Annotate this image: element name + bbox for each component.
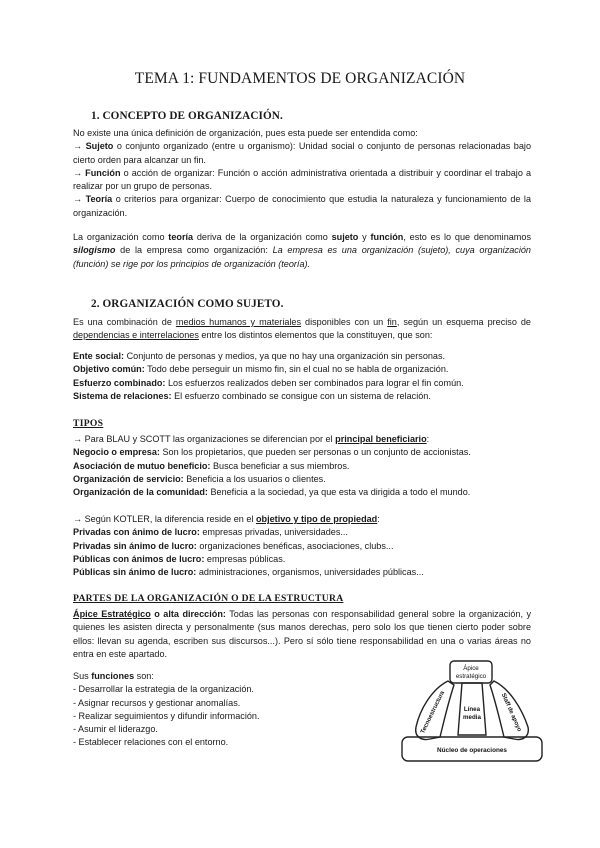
- list-item: Sistema de relaciones: El esfuerzo combinado se consigue con un sistema de relación.: [73, 390, 431, 401]
- list-item: Esfuerzo combinado: Los esfuerzos realizados deben ser combinados para lograr el fin común.: [73, 377, 464, 388]
- definition-text: o criterios para organizar: Cuerpo de conocimiento que estudia la naturaleza y funcionamiento de la organización.: [73, 194, 532, 218]
- list-item: - Realizar seguimientos y difundir información.: [73, 710, 260, 721]
- list-item: Privadas con ánimo de lucro: empresas privadas, universidades...: [73, 527, 348, 538]
- list-item: - Asumir el liderazgo.: [73, 724, 158, 735]
- arrow-icon: →: [73, 167, 83, 178]
- definition-text: o conjunto organizado (entre u organismo): Unidad social o conjunto de personas relacionadas bajo cierto orden para alcanzar un fin.: [73, 141, 531, 165]
- list-item: Ente social: Conjunto de personas y medios, ya que no hay una organización sin personas.: [73, 351, 446, 361]
- organization-structure-diagram: [392, 659, 552, 767]
- list-item: - Establecer relaciones con el entorno.: [73, 737, 229, 748]
- tecnoestructura-label: Tecnoestructura: [420, 690, 447, 735]
- page-title: TEMA 1: FUNDAMENTOS DE ORGANIZACIÓN: [134, 70, 466, 87]
- operating-core-label: Núcleo de operaciones: [437, 747, 507, 754]
- apex-label-1: Ápice: [463, 665, 479, 672]
- definition-item: [73, 140, 531, 167]
- definition-term: Función: [85, 167, 121, 178]
- funciones-list: Sus funciones son: - Desarrollar la estrategia de la organización. - Asignar recursos y gestionar anomalías. - Realizar seguimientos y difundir información. - Asumir el liderazgo. - Establecer relaciones con el entorno.: [73, 670, 383, 750]
- partes-heading: PARTES DE LA ORGANIZACIÓN O DE LA ESTRUCTURA: [73, 593, 344, 604]
- list-item: Negocio o empresa: Son los propietarios, que pueden ser personas o un conjunto de accionistas.: [73, 447, 471, 458]
- kotler-list: → Según KOTLER, la diferencia reside en el objetivo y tipo de propiedad: Privadas con ánimo de lucro: empresas privadas, universidades... Privadas sin ánimo de lucro: organizaciones benéficas, asociaciones, clubs... Públicas con ánimos de lucro: empresas públicas. Públicas sin ánimo de lucro: administraciones, organismos, universidades públicas...: [73, 513, 531, 579]
- apice-paragraph: Ápice Estratégico o alta dirección: Todas las personas con responsabilidad general sobre la organización, y quienes les asisten directa y personalmente (sus manos derechas, pero solo los que tienen cierto poder sobre ellos: llevan su agenda, escriben sus discursos...). Pero sí sólo tiene responsabilidad en una o varias áreas no entra en este apartado.: [73, 609, 531, 659]
- apex-label-2: estratégico: [455, 673, 487, 680]
- section-1-intro: No existe una única definición de organización, pues esta puede ser entendida como:: [73, 128, 418, 138]
- section-2-heading: 2. ORGANIZACIÓN COMO SUJETO.: [91, 298, 284, 310]
- list-item: Organización de la comunidad: Beneficia a la sociedad, ya que esta va dirigida a todo el mundo.: [73, 487, 471, 498]
- list-item: - Asignar recursos y gestionar anomalías.: [73, 697, 241, 708]
- list-item: - Desarrollar la estrategia de la organización.: [73, 684, 254, 695]
- list-item: Privadas sin ánimo de lucro: organizaciones benéficas, asociaciones, clubs...: [73, 540, 394, 551]
- list-item: Públicas sin ánimo de lucro: administraciones, organismos, universidades públicas...: [73, 567, 424, 578]
- section-2-intro: Es una combinación de medios humanos y materiales disponibles con un fin, según un esquema preciso de dependencias e interrelaciones entre los distintos elementos que la constituyen, que son:: [73, 317, 531, 341]
- tipos-heading: TIPOS: [73, 418, 104, 429]
- blau-scott-list: → Para BLAU y SCOTT las organizaciones se diferencian por el principal beneficiario: Negocio o empresa: Son los propietarios, que pueden ser personas o un conjunto de accionistas. Asociación de mutuo beneficio: Busca beneficiar a sus miembros. Organización de servicio: Beneficia a los usuarios o clientes. Organización de la comunidad: Beneficia a la sociedad, ya que esta va dirigida a todo el mundo.: [73, 433, 531, 499]
- arrow-icon: →: [73, 194, 83, 205]
- elements-list: [73, 350, 531, 403]
- list-item: Organización de servicio: Beneficia a los usuarios o clientes.: [73, 473, 326, 484]
- definition-item: [73, 167, 531, 194]
- silogismo-paragraph: La organización como teoría deriva de la organización como sujeto y función, esto es lo que denominamos silogismo de la empresa como organización: La empresa es una organización (sujeto), cuya organización (función) se rige por los principios de organización (teoría).: [73, 232, 531, 269]
- linea-media-label-2: media: [463, 714, 481, 721]
- section-1-body: [73, 127, 531, 220]
- list-item: Asociación de mutuo beneficio: Busca beneficiar a sus miembros.: [73, 460, 350, 471]
- definition-term: Sujeto: [85, 141, 114, 152]
- staff-label: Staff de apoyo: [499, 692, 523, 733]
- definition-term: Teoría: [85, 194, 113, 205]
- list-item: Públicas con ánimos de lucro: empresas públicas.: [73, 553, 286, 564]
- section-1-heading: 1. CONCEPTO DE ORGANIZACIÓN.: [91, 110, 283, 122]
- list-item: Objetivo común: Todo debe perseguir un mismo fin, sin el cual no se habla de organización.: [73, 364, 449, 375]
- definition-item: [73, 193, 531, 220]
- definition-text: o acción de organizar: Función o acción administrativa orientada a distribuir y coordinar el trabajo a realizar por un grupo de personas.: [73, 167, 532, 192]
- linea-media-label-1: Línea: [463, 706, 481, 713]
- arrow-icon: →: [73, 141, 83, 152]
